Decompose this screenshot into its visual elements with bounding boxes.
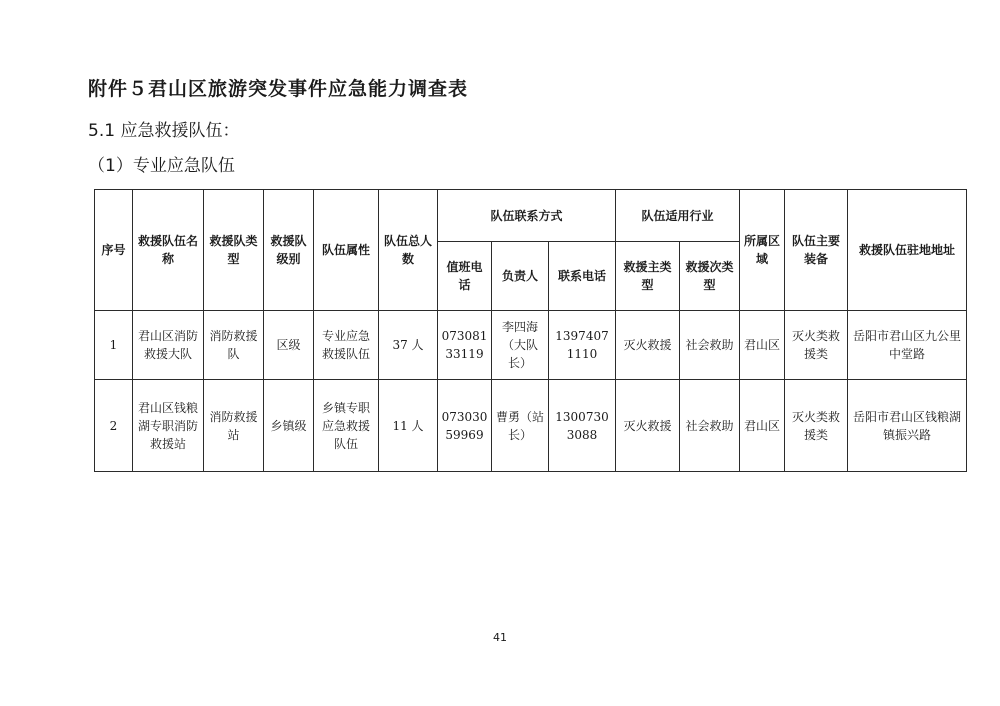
cell-team-level: 区级 [264, 311, 314, 380]
header-region: 所属区域 [740, 190, 785, 311]
header-team-type: 救援队类型 [204, 190, 264, 311]
cell-contact-phone: 13974071110 [549, 311, 616, 380]
header-equipment: 队伍主要装备 [785, 190, 848, 311]
cell-team-type: 消防救援队 [204, 311, 264, 380]
header-industry-group: 队伍适用行业 [616, 190, 740, 242]
header-team-attr: 队伍属性 [314, 190, 379, 311]
document-title: 附件５君山区旅游突发事件应急能力调查表 [88, 78, 469, 100]
page-number: 41 [493, 631, 507, 644]
section-heading: 5.1 应急救援队伍： [88, 121, 240, 141]
header-team-total: 队伍总人数 [379, 190, 438, 311]
header-row-primary [95, 190, 967, 242]
cell-sub-type: 社会救助 [680, 311, 740, 380]
subsection-heading: （1）专业应急队伍 [88, 156, 235, 176]
cell-person-in-charge: 曹勇（站长） [492, 380, 549, 472]
cell-seq: 1 [95, 311, 133, 380]
cell-address: 岳阳市君山区九公里中堂路 [848, 311, 967, 380]
cell-team-type: 消防救援站 [204, 380, 264, 472]
header-team-name: 救援队伍名称 [133, 190, 204, 311]
cell-team-attr: 乡镇专职应急救援队伍 [314, 380, 379, 472]
cell-team-name: 君山区消防救援大队 [133, 311, 204, 380]
header-contact-phone: 联系电话 [549, 242, 616, 311]
cell-equipment: 灭火类救援类 [785, 311, 848, 380]
cell-duty-phone: 07308133119 [438, 311, 492, 380]
rescue-team-table [94, 189, 967, 472]
cell-team-name: 君山区钱粮湖专职消防救援站 [133, 380, 204, 472]
cell-person-in-charge: 李四海（大队长） [492, 311, 549, 380]
cell-equipment: 灭火类救援类 [785, 380, 848, 472]
header-person-in-charge: 负责人 [492, 242, 549, 311]
cell-team-total: 37 人 [379, 311, 438, 380]
header-sub-type: 救援次类型 [680, 242, 740, 311]
cell-address: 岳阳市君山区钱粮湖镇振兴路 [848, 380, 967, 472]
cell-team-total: 11 人 [379, 380, 438, 472]
header-seq: 序号 [95, 190, 133, 311]
table-row [95, 380, 967, 472]
cell-contact-phone: 13007303088 [549, 380, 616, 472]
header-team-level: 救援队级别 [264, 190, 314, 311]
cell-main-type: 灭火救援 [616, 311, 680, 380]
cell-region: 君山区 [740, 311, 785, 380]
table-row [95, 311, 967, 380]
header-duty-phone: 值班电话 [438, 242, 492, 311]
header-contact-group: 队伍联系方式 [438, 190, 616, 242]
cell-duty-phone: 07303059969 [438, 380, 492, 472]
header-main-type: 救援主类型 [616, 242, 680, 311]
cell-main-type: 灭火救援 [616, 380, 680, 472]
cell-seq: 2 [95, 380, 133, 472]
header-address: 救援队伍驻地地址 [848, 190, 967, 311]
cell-team-level: 乡镇级 [264, 380, 314, 472]
cell-region: 君山区 [740, 380, 785, 472]
cell-team-attr: 专业应急救援队伍 [314, 311, 379, 380]
cell-sub-type: 社会救助 [680, 380, 740, 472]
